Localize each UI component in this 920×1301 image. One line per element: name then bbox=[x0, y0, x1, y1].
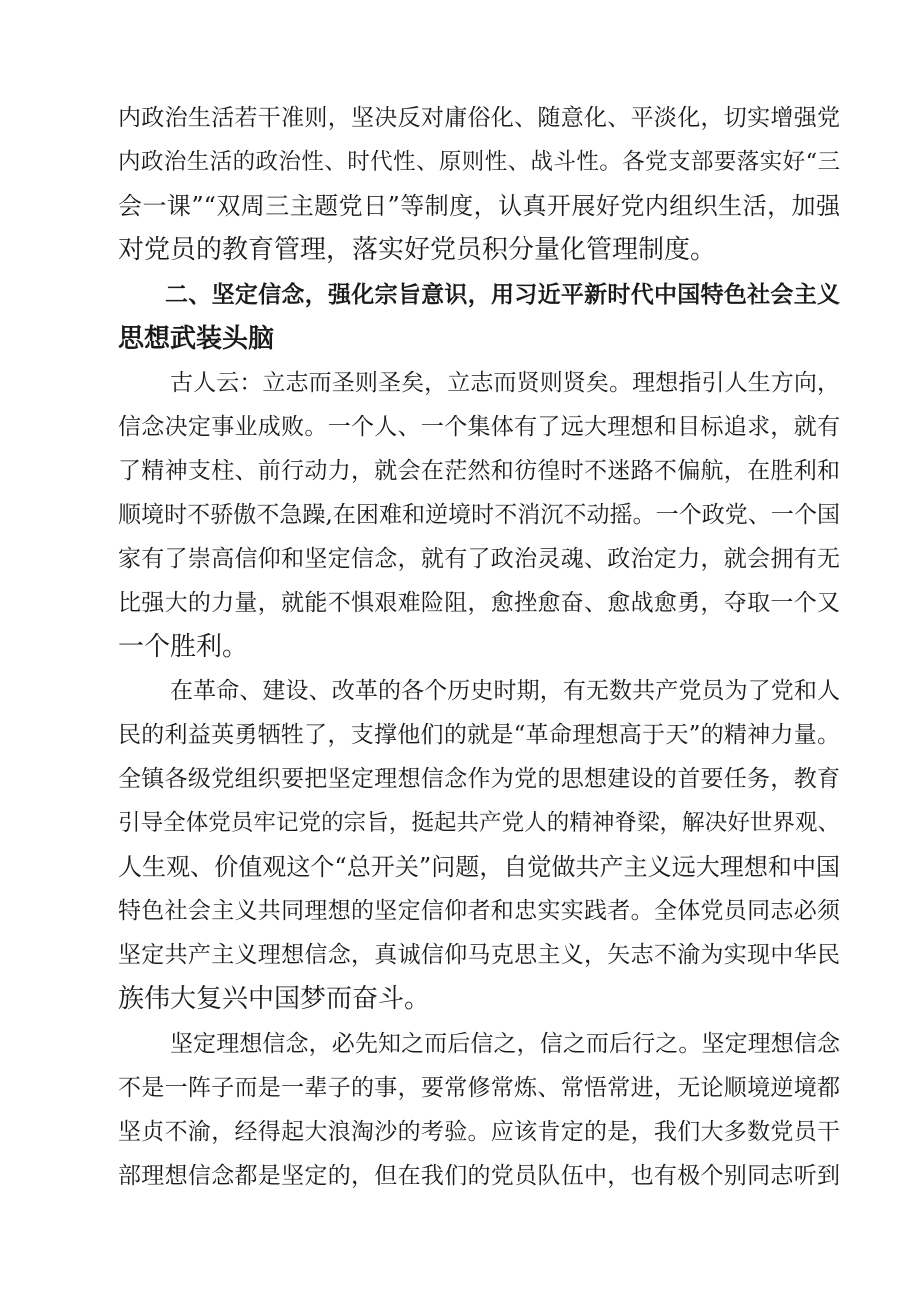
paragraph-line: 不是一阵子而是一辈子的事，要常修常炼、常悟常进，无论顺境逆境都 bbox=[118, 1075, 840, 1101]
paragraph-line: 会一课”“双周三主题党日”等制度，认真开展好党内组织生活，加强 bbox=[118, 192, 840, 220]
paragraph-line: 信念决定事业成败。一个人、一个集体有了远大理想和目标追求，就有 bbox=[118, 414, 840, 440]
paragraph-line: 古人云：立志而圣则圣矣，立志而贤则贤矣。理想指引人生方向， bbox=[170, 370, 840, 396]
section-heading: 思想武装头脑 bbox=[118, 324, 275, 354]
paragraph-line: 在革命、建设、改革的各个历史时期，有无数共产党员为了党和人 bbox=[170, 678, 840, 704]
paragraph-line: 内政治生活的政治性、时代性、原则性、战斗性。各党支部要落实好“三 bbox=[118, 149, 840, 175]
paragraph-line: 内政治生活若干准则，坚决反对庸俗化、随意化、平淡化，切实增强党 bbox=[118, 105, 840, 131]
paragraph-line: 对党员的教育管理，落实好党员积分量化管理制度。 bbox=[118, 235, 717, 265]
paragraph-line: 比强大的力量，就能不惧艰难险阻，愈挫愈奋、愈战愈勇，夺取一个又 bbox=[118, 590, 840, 616]
paragraph-line: 了精神支柱、前行动力，就会在茫然和彷徨时不迷路不偏航，在胜利和 bbox=[118, 458, 840, 484]
paragraph-line: 全镇各级党组织要把坚定理想信念作为党的思想建设的首要任务，教育 bbox=[118, 766, 840, 792]
paragraph-line: 人生观、价值观这个“总开关”问题，自觉做共产主义远大理想和中国 bbox=[118, 853, 840, 881]
paragraph-line: 引导全体党员牢记党的宗旨，挺起共产党人的精神脊梁，解决好世界观、 bbox=[118, 810, 840, 836]
paragraph-line: 部理想信念都是坚定的，但在我们的党员队伍中，也有极个别同志听到 bbox=[118, 1163, 840, 1189]
paragraph-line: 一个胜利。 bbox=[118, 632, 249, 662]
section-heading: 二、坚定信念，强化宗旨意识，用习近平新时代中国特色社会主义 bbox=[165, 282, 840, 308]
paragraph-line: 族伟大复兴中国梦而奋斗。 bbox=[118, 984, 431, 1014]
paragraph-line: 坚定理想信念，必先知之而后信之，信之而后行之。坚定理想信念 bbox=[170, 1031, 840, 1057]
paragraph-line: 特色社会主义共同理想的坚定信仰者和忠实实践者。全体党员同志必须 bbox=[118, 898, 840, 924]
paragraph-line: 坚贞不渝，经得起大浪淘沙的考验。应该肯定的是，我们大多数党员干 bbox=[118, 1119, 840, 1145]
paragraph-line: 民的利益英勇牺牲了，支撑他们的就是“革命理想高于天”的精神力量。 bbox=[118, 722, 840, 748]
paragraph-line: 坚定共产主义理想信念，真诚信仰马克思主义，矢志不渝为实现中华民 bbox=[118, 942, 840, 968]
paragraph-line: 顺境时不骄傲不急躁,在困难和逆境时不消沉不动摇。一个政党、一个国 bbox=[118, 502, 840, 528]
paragraph-line: 家有了崇高信仰和坚定信念，就有了政治灵魂、政治定力，就会拥有无 bbox=[118, 546, 840, 572]
